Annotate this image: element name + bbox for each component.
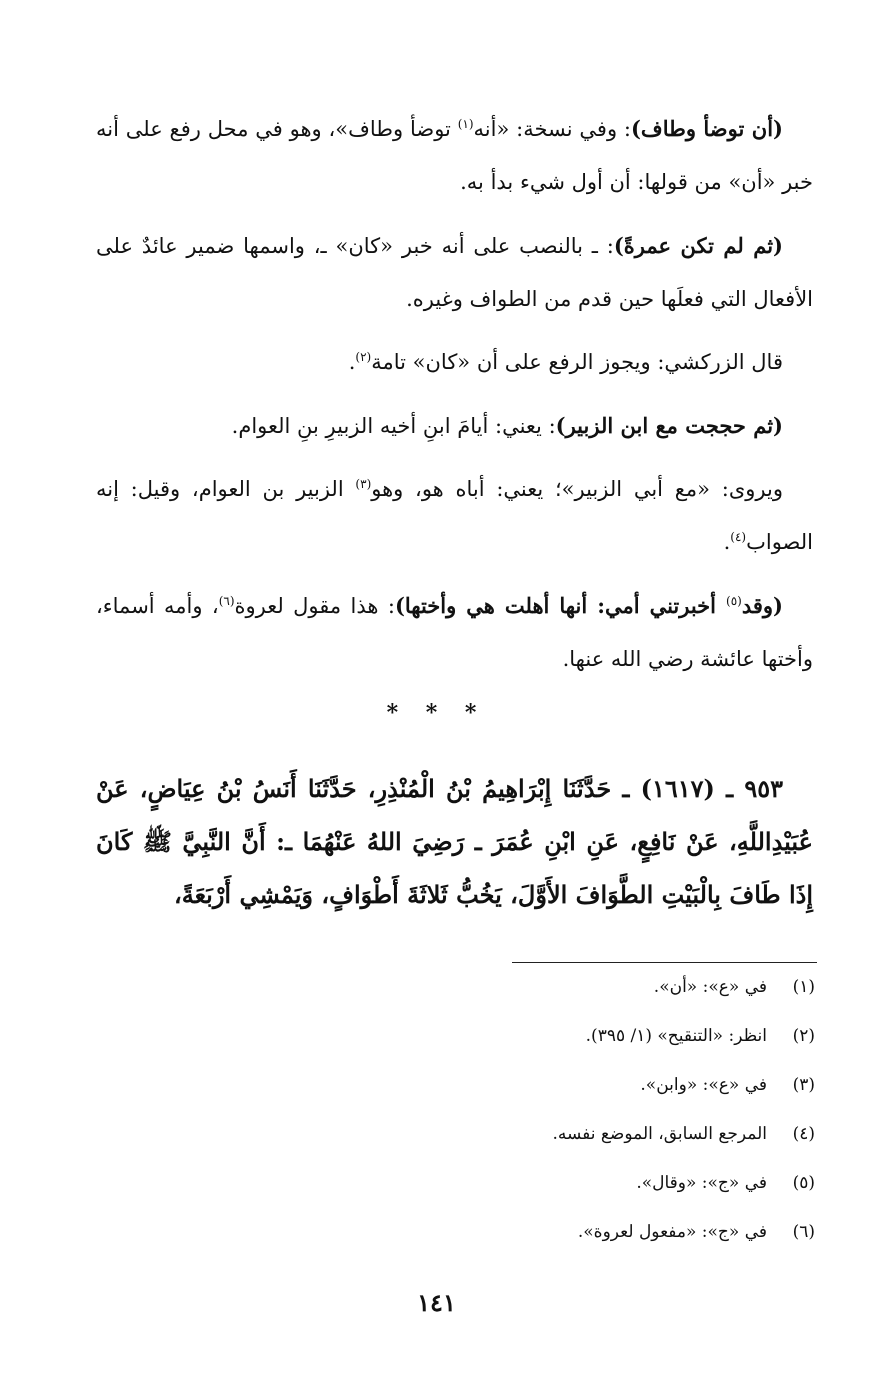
footnote-number: (٤) <box>792 1124 815 1144</box>
commentary-paragraph <box>96 102 813 209</box>
commentary-text: توضأ وطاف»، وهو في محل رفع على أنه خبر «أن» من قولها: أن أول شيء بدأ به. <box>96 117 813 194</box>
footnote-number: (٦) <box>792 1222 815 1242</box>
commentary-text: الزبير بن العوام، وقيل: إنه الصواب <box>96 477 813 554</box>
footnote-text: المرجع السابق، الموضع نفسه. <box>552 1124 767 1144</box>
footnote-ref: (٢) <box>355 350 372 364</box>
footnotes-list <box>115 975 815 1269</box>
commentary-paragraph <box>96 219 813 326</box>
footnote-item <box>115 1122 815 1171</box>
commentary-text: ويروى: «مع أبي الزبير»؛ يعني: أباه هو، وهو <box>371 477 783 501</box>
footnote-ref: (٦) <box>218 594 235 608</box>
footnote-ref: (١) <box>457 117 474 131</box>
commentary-text: . <box>723 530 731 554</box>
commentary-paragraph <box>96 336 813 389</box>
footnote-text: في «ع»: «وابن». <box>640 1075 767 1095</box>
footnote-ref: (٥) <box>726 594 742 608</box>
commentary-text: : هذا مقول لعروة <box>234 594 395 618</box>
footnote-divider <box>512 962 817 963</box>
footnote-number: (٣) <box>792 1075 815 1095</box>
commentary-text: : وفي نسخة: «أنه <box>473 117 631 141</box>
footnote-ref: (٤) <box>730 530 747 544</box>
hadith-paragraph: ٩٥٣ ـ (١٦١٧) ـ حَدَّثَنَا إِبْرَاهِيمُ بْنُ الْمُنْذِرِ، حَدَّثَنَا أَنَسُ بْنُ عِيَاضٍ، عَنْ عُبَيْدِاللَّهِ، عَنْ نَافِعٍ، عَنِ ابْنِ عُمَرَ ـ رَضِيَ اللهُ عَنْهُمَا ـ: أَنَّ النَّبِيَّ ﷺ كَانَ إِذَا طَافَ بِالْبَيْتِ الطَّوَافَ الأَوَّلَ، يَخُبُّ ثَلاثَةَ أَطْوَافٍ، وَيَمْشِي أَرْبَعَةً، <box>96 774 813 909</box>
footnote-number: (٥) <box>792 1173 815 1193</box>
commentary-text: قال الزركشي: ويجوز الرفع على أن «كان» تامة <box>371 350 783 374</box>
hadith-text <box>96 762 813 921</box>
footnote-item <box>115 1024 815 1073</box>
commentary-paragraph <box>96 399 813 453</box>
commentary-section <box>96 102 813 696</box>
commentary-text: ، وأمه أسماء، وأختها عائشة رضي الله عنها. <box>96 594 813 671</box>
lemma: أخبرتني أمي: أنها أهلت هي وأختها) <box>394 593 727 618</box>
footnote-ref: (٣) <box>355 477 372 491</box>
footnote-number: (٢) <box>792 1026 815 1046</box>
footnote-number: (١) <box>792 977 815 997</box>
commentary-text: : ـ بالنصب على أنه خبر «كان» ـ، واسمها ضمير عائدٌ على الأفعال التي فعلَها حين قدم من الطواف وغيره. <box>96 234 813 311</box>
lemma: (ثم لم تكن عمرةً) <box>613 233 783 258</box>
footnote-text: في «ع»: «أن». <box>653 977 767 997</box>
footnote-item <box>115 1171 815 1220</box>
footnote-item <box>115 1220 815 1269</box>
commentary-text: : يعني: أيامَ ابنِ أخيه الزبيرِ بنِ العوام. <box>231 414 556 438</box>
footnote-text: في «ج»: «وقال». <box>636 1173 767 1193</box>
section-separator: * * * <box>386 700 487 726</box>
commentary-paragraph <box>96 579 813 686</box>
commentary-paragraph <box>96 463 813 569</box>
commentary-text: . <box>348 350 356 374</box>
footnote-item <box>115 975 815 1024</box>
lemma: (أن توضأ وطاف) <box>631 116 783 141</box>
page-number: ١٤١ <box>417 1288 456 1317</box>
lemma: (ثم حججت مع ابن الزبير) <box>555 413 783 438</box>
footnote-item <box>115 1073 815 1122</box>
lemma: (وقد <box>741 593 783 618</box>
footnote-text: انظر: «التنقيح» (١/ ٣٩٥). <box>585 1026 767 1046</box>
footnote-text: في «ج»: «مفعول لعروة». <box>577 1222 767 1242</box>
